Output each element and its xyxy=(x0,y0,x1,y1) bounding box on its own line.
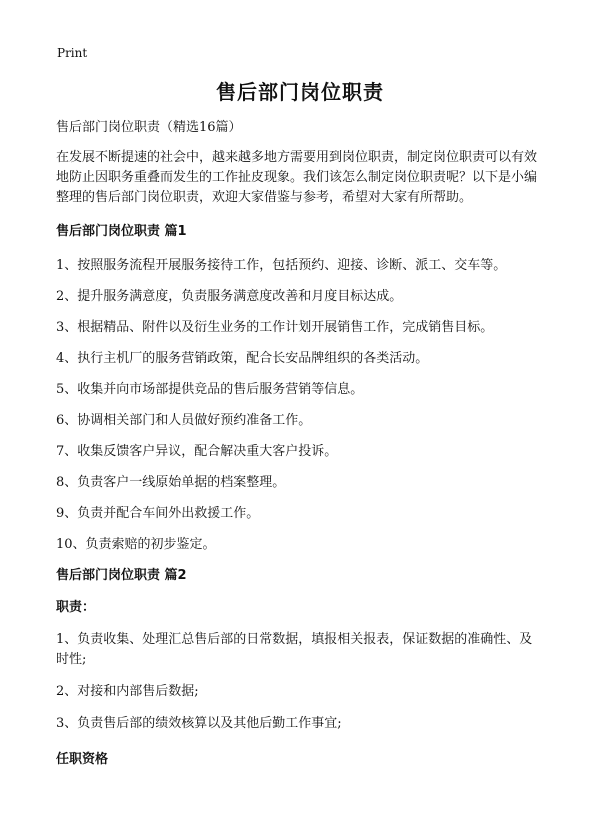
list-item: 6、协调相关部门和人员做好预约准备工作。 xyxy=(56,413,312,428)
list-item: 3、根据精品、附件以及衍生业务的工作计划开展销售工作，完成销售目标。 xyxy=(56,320,494,335)
list-item: 8、负责客户一线原始单据的档案整理。 xyxy=(56,475,286,490)
duty-list-1 xyxy=(56,256,542,554)
list-item: 3、负责售后部的绩效核算以及其他后勤工作事宜; xyxy=(56,716,342,731)
list-item: 2、对接和内部售后数据; xyxy=(56,684,199,699)
section-heading-2: 售后部门岗位职责 篇2 xyxy=(56,568,187,583)
duty-list-2 xyxy=(56,630,542,734)
list-item: 1、负责收集、处理汇总售后部的日常数据，填报相关报表，保证数据的准确性、及时性; xyxy=(56,632,533,667)
list-item: 1、按照服务流程开展服务接待工作，包括预约、迎接、诊断、派工、交车等。 xyxy=(56,258,507,273)
list-item: 10、负责索赔的初步鉴定。 xyxy=(56,537,216,552)
article-body xyxy=(56,118,542,782)
list-item: 4、执行主机厂的服务营销政策，配合长安品牌组织的各类活动。 xyxy=(56,351,429,366)
list-item: 2、提升服务满意度，负责服务满意度改善和月度目标达成。 xyxy=(56,289,403,304)
list-item: 9、负责并配合车间外出救援工作。 xyxy=(56,506,260,521)
list-item: 5、收集并向市场部提供竞品的售后服务营销等信息。 xyxy=(56,382,364,397)
page-title: 售后部门岗位职责 xyxy=(216,80,384,104)
section-heading-1: 售后部门岗位职责 篇1 xyxy=(56,224,187,239)
list-item: 7、收集反馈客户异议，配合解决重大客户投诉。 xyxy=(56,444,338,459)
document-subtitle: 售后部门岗位职责（精选16篇） xyxy=(56,120,242,135)
duties-label: 职责： xyxy=(56,600,96,615)
print-link[interactable]: Print xyxy=(57,46,88,60)
intro-paragraph: 在发展不断提速的社会中，越来越多地方需要用到岗位职责，制定岗位职责可以有效地防止因职务重叠而发生的工作扯皮现象。我们该怎么制定岗位职责呢？以下是小编整理的售后部门岗位职责，欢迎大家借鉴与参考，希望对大家有所帮助。 xyxy=(56,150,538,205)
requirements-label: 任职资格 xyxy=(56,752,109,767)
